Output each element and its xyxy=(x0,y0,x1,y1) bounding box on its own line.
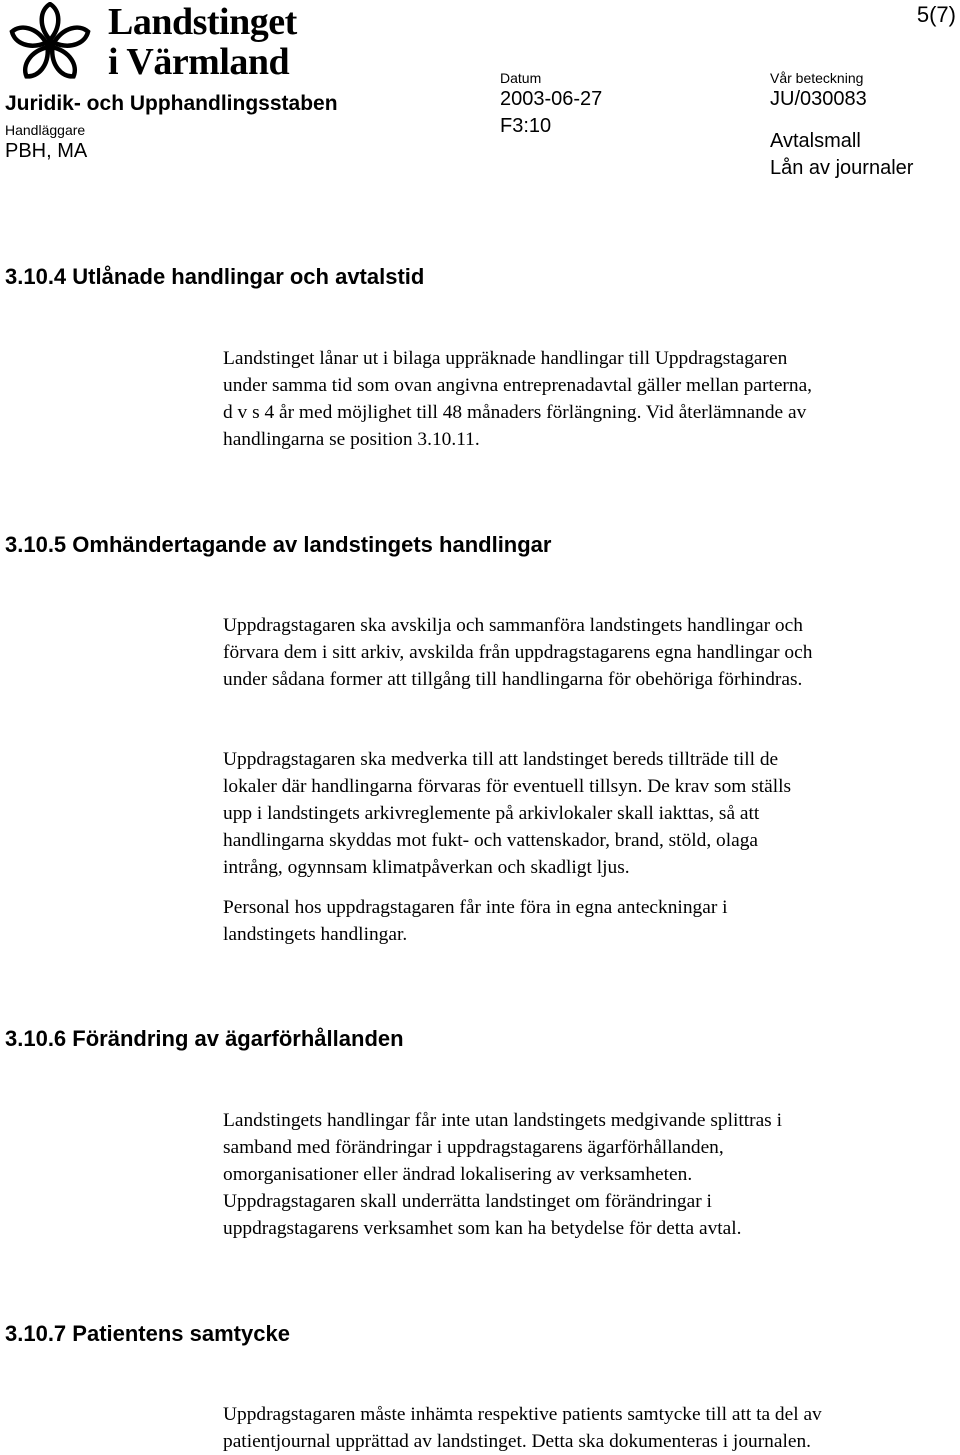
text-line: Personal hos uppdragstagaren får inte föra in egna anteckningar i xyxy=(223,897,728,918)
paragraph xyxy=(223,894,943,948)
flower-emblem-icon xyxy=(2,2,102,86)
text-line: Uppdragstagaren ska medverka till att landstinget bereds tillträde till de xyxy=(223,749,779,770)
text-line: landstingets handlingar. xyxy=(223,924,408,945)
landstinget-logo xyxy=(2,2,332,86)
logo-text-line1: Landstinget xyxy=(108,1,297,43)
section-heading-3-10-5: 3.10.5 Omhändertagande av landstingets handlingar xyxy=(5,532,552,557)
department-name: Juridik- och Upphandlingsstaben xyxy=(5,92,338,115)
handler-label: Handläggare xyxy=(5,122,86,138)
text-line: handlingarna skyddas mot fukt- och vattenskador, brand, stöld, olaga xyxy=(223,830,759,851)
date-value: 2003-06-27 xyxy=(500,88,603,110)
paragraph xyxy=(223,746,943,881)
handler-value: PBH, MA xyxy=(5,140,88,162)
page-number: 5(7) xyxy=(916,2,956,27)
text-line: Uppdragstagaren ska avskilja och sammanföra landstingets handlingar och xyxy=(223,615,803,636)
text-line: lokaler där handlingarna förvaras för eventuell tillsyn. De krav som ställs xyxy=(223,776,792,797)
section-heading-3-10-4: 3.10.4 Utlånade handlingar och avtalstid xyxy=(5,264,425,289)
text-line: patientjournal upprättad av landstinget. Detta ska dokumenteras i journalen. xyxy=(223,1431,812,1452)
text-line: handlingarna se position 3.10.11. xyxy=(223,429,480,450)
filing-code: F3:10 xyxy=(500,115,552,137)
text-line: Landstinget lånar ut i bilaga uppräknade handlingar till Uppdragstagaren xyxy=(223,348,788,369)
section-heading-3-10-7: 3.10.7 Patientens samtycke xyxy=(5,1321,290,1346)
text-line: Uppdragstagaren måste inhämta respektive patients samtycke till att ta del av xyxy=(223,1404,822,1425)
text-line: samband med förändringar i uppdragstagarens ägarförhållanden, xyxy=(223,1137,724,1158)
text-line: Uppdragstagaren skall underrätta landstinget om förändringar i xyxy=(223,1191,712,1212)
logo-text-line2: i Värmland xyxy=(108,41,290,83)
paragraph xyxy=(223,612,943,693)
text-line: omorganisationer eller ändrad lokalisering av verksamheten. xyxy=(223,1164,693,1185)
document-type: Avtalsmall xyxy=(770,130,861,152)
text-line: förvara dem i sitt arkiv, avskilda från uppdragstagarens egna handlingar och xyxy=(223,642,813,663)
text-line: under samma tid som ovan angivna entreprenadavtal gäller mellan parterna, xyxy=(223,375,813,396)
reference-value: JU/030083 xyxy=(770,88,867,110)
reference-label: Vår beteckning xyxy=(770,70,864,86)
date-label: Datum xyxy=(500,70,542,86)
text-line: d v s 4 år med möjlighet till 48 månaders förlängning. Vid återlämnande av xyxy=(223,402,807,423)
section-heading-3-10-6: 3.10.6 Förändring av ägarförhållanden xyxy=(5,1026,404,1051)
text-line: Landstingets handlingar får inte utan landstingets medgivande splittras i xyxy=(223,1110,782,1131)
text-line: intrång, ogynnsam klimatpåverkan och skadligt ljus. xyxy=(223,857,630,878)
text-line: upp i landstingets arkivreglemente på arkivlokaler skall iakttas, så att xyxy=(223,803,760,824)
paragraph xyxy=(223,345,943,453)
paragraph xyxy=(223,1107,943,1242)
document-subject: Lån av journaler xyxy=(770,157,914,179)
text-line: uppdragstagarens verksamhet som kan ha betydelse för detta avtal. xyxy=(223,1218,742,1239)
paragraph xyxy=(223,1401,943,1455)
text-line: under sådana former att tillgång till handlingarna för obehöriga förhindras. xyxy=(223,669,803,690)
